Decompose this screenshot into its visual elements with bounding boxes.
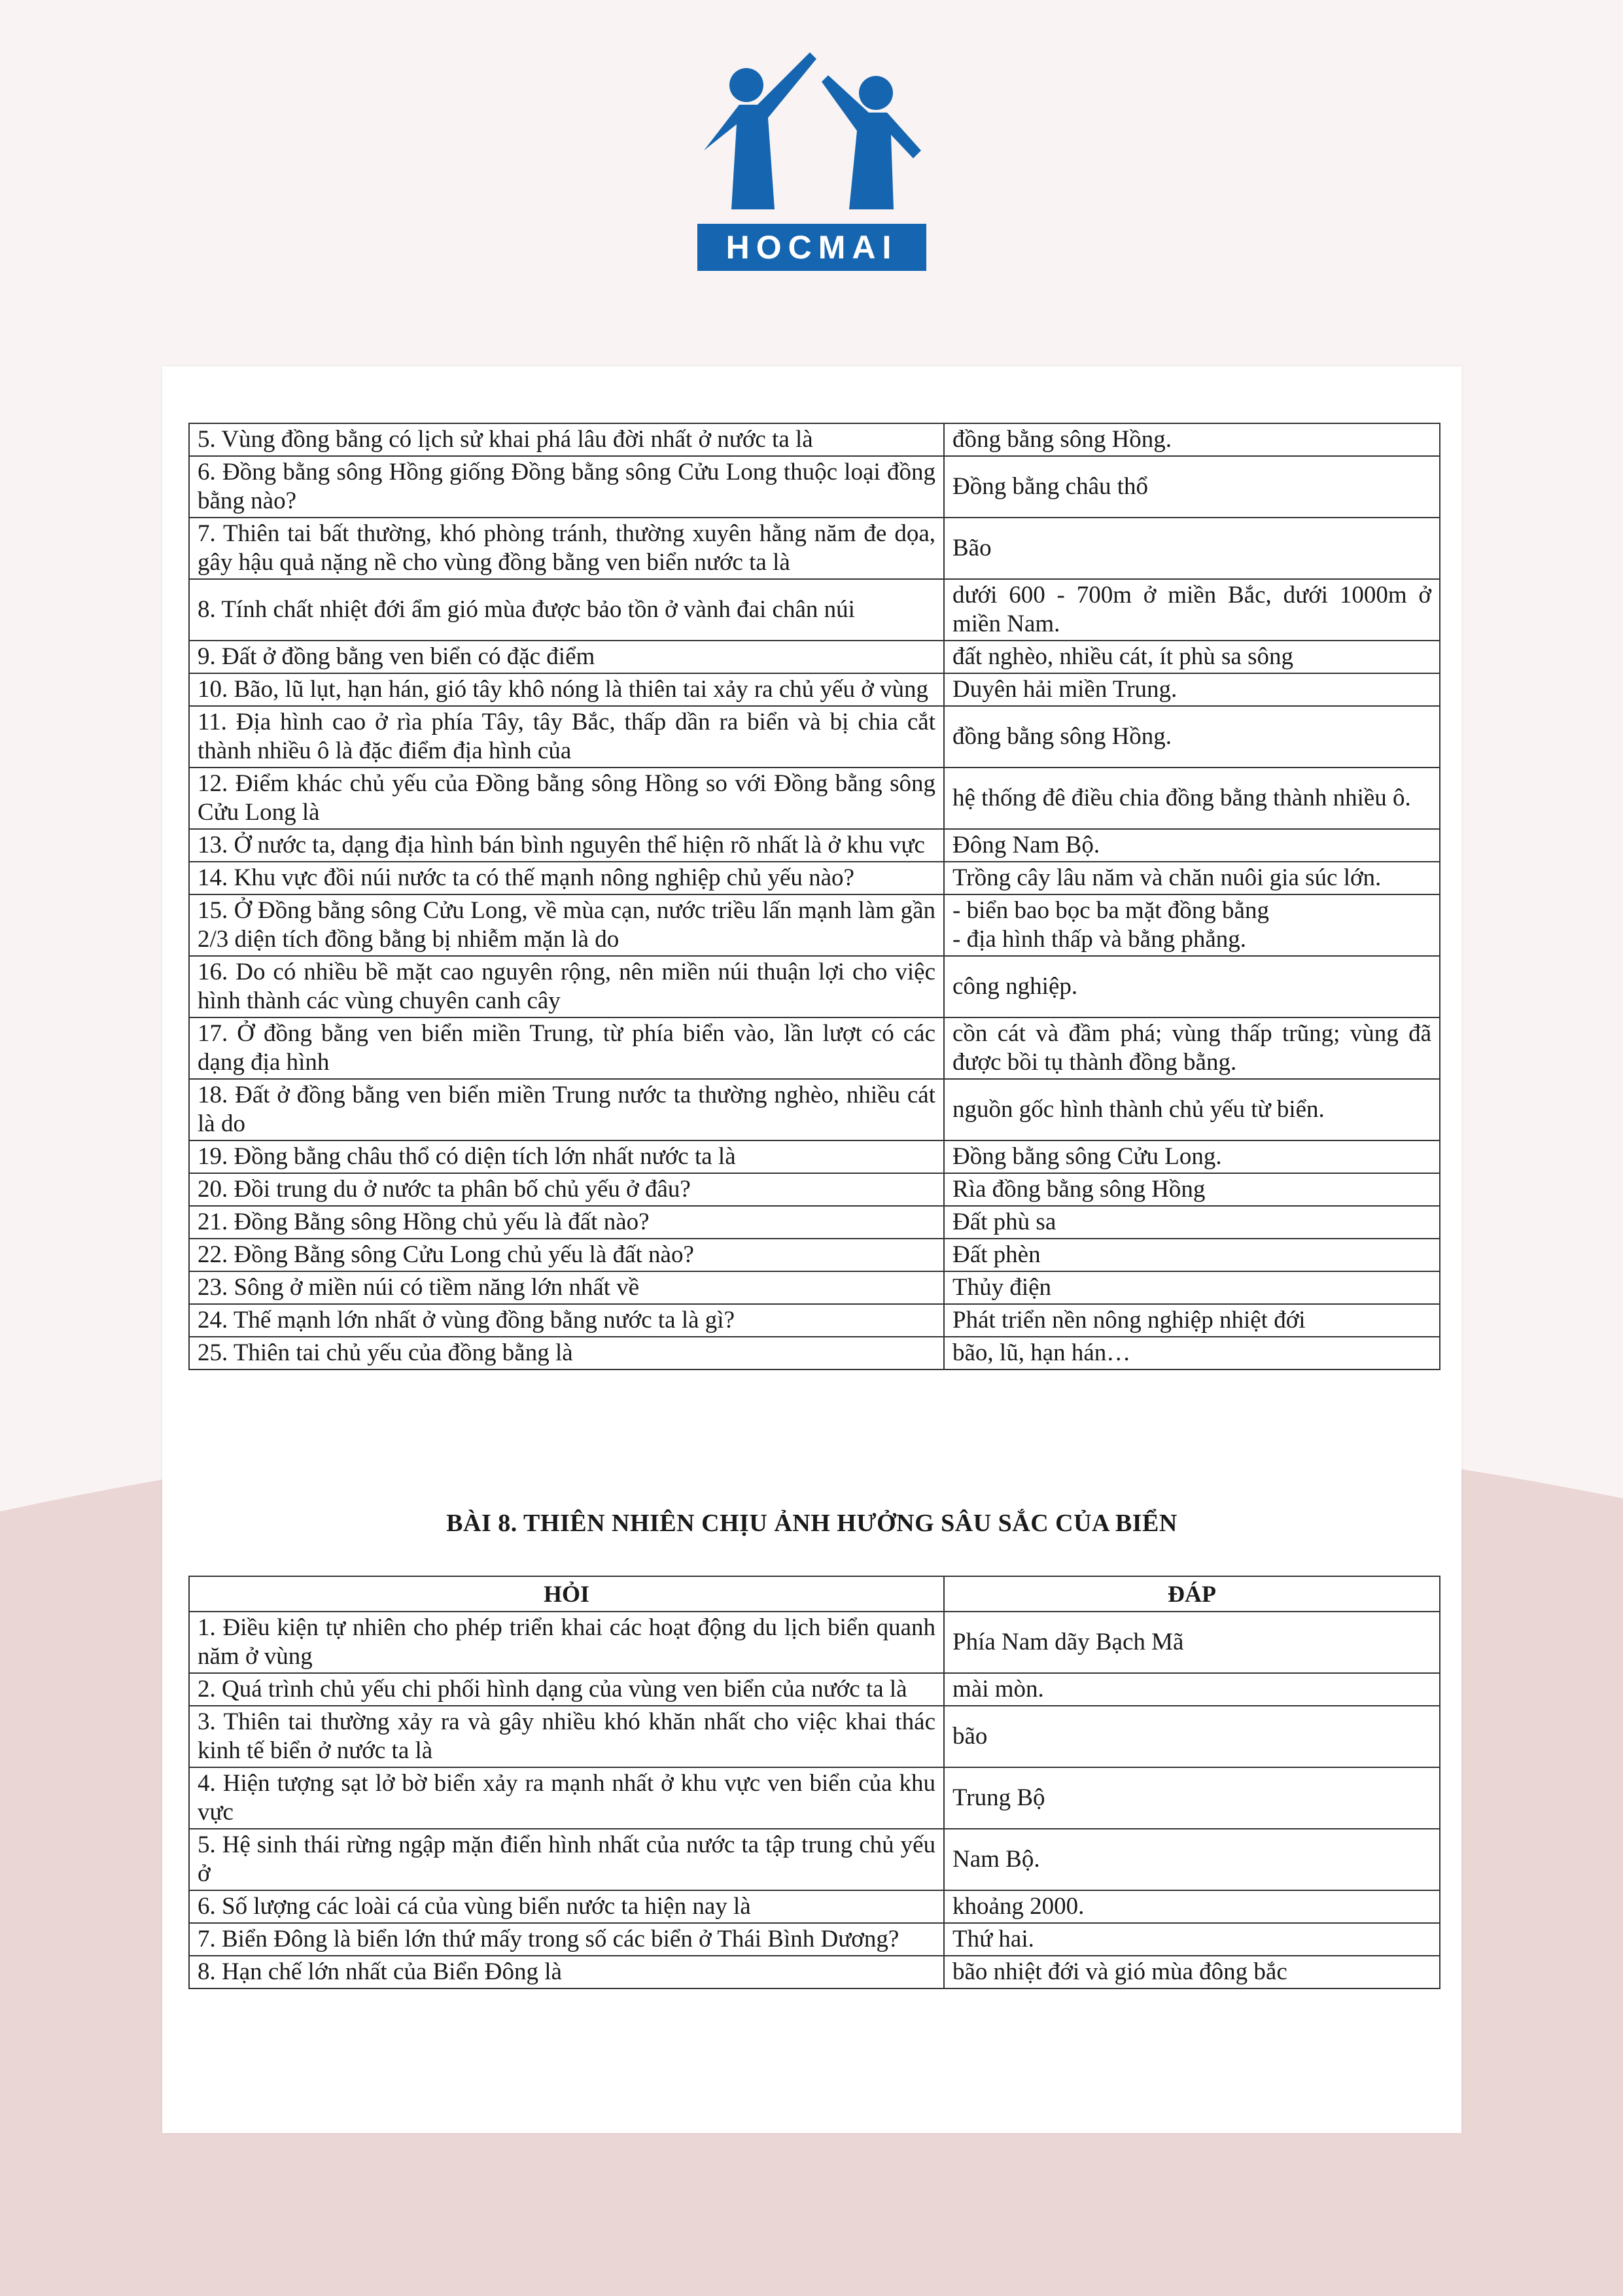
answer-cell: hệ thống đê điều chia đồng bằng thành nhiều ô. xyxy=(944,768,1440,829)
header-answer: ĐÁP xyxy=(944,1576,1440,1612)
answer-cell: nguồn gốc hình thành chủ yếu từ biển. xyxy=(944,1079,1440,1140)
answer-cell: mài mòn. xyxy=(944,1673,1440,1706)
question-cell: 13. Ở nước ta, dạng địa hình bán bình nguyên thể hiện rõ nhất là ở khu vực xyxy=(189,829,944,862)
table-row xyxy=(189,1956,1440,1988)
question-cell: 11. Địa hình cao ở rìa phía Tây, tây Bắc, thấp dần ra biển và bị chia cắt thành nhiều ô là đặc điểm địa hình của xyxy=(189,706,944,768)
table-row xyxy=(189,894,1440,956)
hocmai-logo-text: HOCMAI xyxy=(725,229,898,266)
table-row xyxy=(189,1239,1440,1271)
question-cell: 23. Sông ở miền núi có tiềm năng lớn nhất về xyxy=(189,1271,944,1304)
answer-cell: Trồng cây lâu năm và chăn nuôi gia súc lớn. xyxy=(944,862,1440,894)
table-row xyxy=(189,1140,1440,1173)
question-cell: 7. Thiên tai bất thường, khó phòng tránh, thường xuyên hằng năm đe dọa, gây hậu quả nặng nề cho vùng đồng bằng ven biển nước ta là xyxy=(189,518,944,579)
table-row xyxy=(189,1923,1440,1956)
table-row xyxy=(189,1673,1440,1706)
answer-cell: Đông Nam Bộ. xyxy=(944,829,1440,862)
header-question: HỎI xyxy=(189,1576,944,1612)
table-row xyxy=(189,673,1440,706)
answer-cell: bão nhiệt đới và gió mùa đông bắc xyxy=(944,1956,1440,1988)
question-cell: 25. Thiên tai chủ yếu của đồng bằng là xyxy=(189,1337,944,1369)
answer-cell: Phát triển nền nông nghiệp nhiệt đới xyxy=(944,1304,1440,1337)
answer-cell: cồn cát và đầm phá; vùng thấp trũng; vùng đã được bồi tụ thành đồng bằng. xyxy=(944,1017,1440,1079)
question-cell: 15. Ở Đồng bằng sông Cửu Long, về mùa cạn, nước triều lấn mạnh làm gần 2/3 diện tích đồng bằng bị nhiễm mặn là do xyxy=(189,894,944,956)
question-cell: 9. Đất ở đồng bằng ven biển có đặc điểm xyxy=(189,641,944,673)
question-cell: 5. Vùng đồng bằng có lịch sử khai phá lâu đời nhất ở nước ta là xyxy=(189,423,944,456)
answer-cell: bão xyxy=(944,1706,1440,1767)
question-cell: 8. Tính chất nhiệt đới ẩm gió mùa được bảo tồn ở vành đai chân núi xyxy=(189,579,944,641)
answer-cell: Đất phù sa xyxy=(944,1206,1440,1239)
question-cell: 20. Đồi trung du ở nước ta phân bố chủ yếu ở đâu? xyxy=(189,1173,944,1206)
question-cell: 12. Điểm khác chủ yếu của Đồng bằng sông Hồng so với Đồng bằng sông Cửu Long là xyxy=(189,768,944,829)
table-row xyxy=(189,456,1440,518)
answer-cell: dưới 600 - 700m ở miền Bắc, dưới 1000m ở miền Nam. xyxy=(944,579,1440,641)
question-cell: 19. Đồng bằng châu thổ có diện tích lớn nhất nước ta là xyxy=(189,1140,944,1173)
hocmai-logo xyxy=(697,52,926,272)
answer-cell: công nghiệp. xyxy=(944,956,1440,1017)
question-cell: 2. Quá trình chủ yếu chi phối hình dạng của vùng ven biển của nước ta là xyxy=(189,1673,944,1706)
table-row xyxy=(189,829,1440,862)
question-cell: 4. Hiện tượng sạt lở bờ biển xảy ra mạnh nhất ở khu vực ven biển của khu vực xyxy=(189,1767,944,1829)
answer-cell: Rìa đồng bằng sông Hồng xyxy=(944,1173,1440,1206)
table-row xyxy=(189,1079,1440,1140)
answer-cell: Đồng bằng sông Cửu Long. xyxy=(944,1140,1440,1173)
table-row xyxy=(189,1304,1440,1337)
answer-cell: đồng bằng sông Hồng. xyxy=(944,423,1440,456)
answer-cell: Đồng bằng châu thổ xyxy=(944,456,1440,518)
answer-line: - biển bao bọc ba mặt đồng bằng xyxy=(952,897,1269,924)
qa-table-1 xyxy=(188,423,1440,1370)
answer-cell: Nam Bộ. xyxy=(944,1829,1440,1890)
question-cell: 3. Thiên tai thường xảy ra và gây nhiều khó khăn nhất cho việc khai thác kinh tế biển ở nước ta là xyxy=(189,1706,944,1767)
table-row xyxy=(189,1271,1440,1304)
question-cell: 24. Thế mạnh lớn nhất ở vùng đồng bằng nước ta là gì? xyxy=(189,1304,944,1337)
question-cell: 8. Hạn chế lớn nhất của Biển Đông là xyxy=(189,1956,944,1988)
answer-cell: Phía Nam dãy Bạch Mã xyxy=(944,1612,1440,1673)
table-row xyxy=(189,641,1440,673)
answer-cell: Thứ hai. xyxy=(944,1923,1440,1956)
question-cell: 14. Khu vực đồi núi nước ta có thế mạnh nông nghiệp chủ yếu nào? xyxy=(189,862,944,894)
table-row xyxy=(189,1706,1440,1767)
document-page xyxy=(162,366,1461,2133)
table-row xyxy=(189,768,1440,829)
table-row xyxy=(189,1173,1440,1206)
question-cell: 1. Điều kiện tự nhiên cho phép triển khai các hoạt động du lịch biển quanh năm ở vùng xyxy=(189,1612,944,1673)
question-cell: 18. Đất ở đồng bằng ven biển miền Trung nước ta thường nghèo, nhiều cát là do xyxy=(189,1079,944,1140)
table-row xyxy=(189,956,1440,1017)
question-cell: 6. Số lượng các loài cá của vùng biển nước ta hiện nay là xyxy=(189,1890,944,1923)
answer-cell: Duyên hải miền Trung. xyxy=(944,673,1440,706)
answer-cell: Thủy điện xyxy=(944,1271,1440,1304)
answer-cell: Đất phèn xyxy=(944,1239,1440,1271)
section-title: BÀI 8. THIÊN NHIÊN CHỊU ẢNH HƯỞNG SÂU SẮC CỦA BIỂN xyxy=(446,1510,1178,1537)
table-row xyxy=(189,862,1440,894)
question-cell: 21. Đồng Bằng sông Hồng chủ yếu là đất nào? xyxy=(189,1206,944,1239)
table-row xyxy=(189,1017,1440,1079)
answer-cell: khoảng 2000. xyxy=(944,1890,1440,1923)
question-cell: 22. Đồng Bằng sông Cửu Long chủ yếu là đất nào? xyxy=(189,1239,944,1271)
answer-cell: đồng bằng sông Hồng. xyxy=(944,706,1440,768)
table-row xyxy=(189,1767,1440,1829)
question-cell: 10. Bão, lũ lụt, hạn hán, gió tây khô nóng là thiên tai xảy ra chủ yếu ở vùng xyxy=(189,673,944,706)
table-header-row xyxy=(189,1576,1440,1612)
answer-cell: Trung Bộ xyxy=(944,1767,1440,1829)
table-row xyxy=(189,1612,1440,1673)
table-row xyxy=(189,1890,1440,1923)
answer-cell xyxy=(944,894,1440,956)
answer-cell: Bão xyxy=(944,518,1440,579)
table-row xyxy=(189,423,1440,456)
table-row xyxy=(189,579,1440,641)
qa-table-2 xyxy=(188,1576,1440,1989)
question-cell: 7. Biển Đông là biển lớn thứ mấy trong số các biển ở Thái Bình Dương? xyxy=(189,1923,944,1956)
question-cell: 6. Đồng bằng sông Hồng giống Đồng bằng sông Cửu Long thuộc loại đồng bằng nào? xyxy=(189,456,944,518)
answer-cell: bão, lũ, hạn hán… xyxy=(944,1337,1440,1369)
answer-line: - địa hình thấp và bằng phẳng. xyxy=(952,926,1247,953)
table-row xyxy=(189,1829,1440,1890)
table-row xyxy=(189,1337,1440,1369)
question-cell: 5. Hệ sinh thái rừng ngập mặn điển hình nhất của nước ta tập trung chủ yếu ở xyxy=(189,1829,944,1890)
table-row xyxy=(189,706,1440,768)
table-row xyxy=(189,518,1440,579)
answer-cell: đất nghèo, nhiều cát, ít phù sa sông xyxy=(944,641,1440,673)
question-cell: 16. Do có nhiều bề mặt cao nguyên rộng, nên miền núi thuận lợi cho việc hình thành các vùng chuyên canh cây xyxy=(189,956,944,1017)
table-row xyxy=(189,1206,1440,1239)
question-cell: 17. Ở đồng bằng ven biển miền Trung, từ phía biển vào, lần lượt có các dạng địa hình xyxy=(189,1017,944,1079)
